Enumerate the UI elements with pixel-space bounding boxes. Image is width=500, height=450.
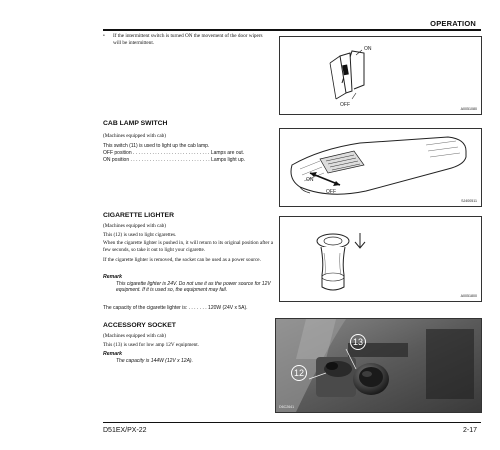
switch-off-label: OFF	[340, 102, 350, 108]
accessory-remark-text: The capacity is 144W (12V x 12A).	[116, 358, 193, 364]
cab-lamp-illustration	[280, 129, 481, 206]
cigarette-lighter-figure	[279, 216, 482, 302]
lighter-push-instructions: When the cigarette lighter is pushed in, it will return to its original position after a few seconds, so take it out to light your cigarette.	[103, 240, 273, 253]
lighter-usage: This (12) is used to light cigarettes.	[103, 232, 177, 238]
footer-model: D51EX/PX-22	[103, 427, 147, 434]
accessory-usage: This (13) is used for low amp 12V equipment.	[103, 342, 200, 348]
figure-code: A0051800	[460, 294, 477, 298]
rocker-switch-illustration	[280, 37, 481, 114]
wiper-switch-figure	[279, 36, 482, 115]
cigarette-lighter-heading: CIGARETTE LIGHTER	[103, 212, 174, 219]
off-position-row	[103, 150, 270, 157]
header-rule	[103, 29, 481, 31]
on-position-label: ON position	[103, 157, 130, 163]
on-position-value: Lamps light up.	[211, 157, 246, 163]
accessory-socket-photo	[276, 319, 481, 412]
lighter-illustration	[280, 217, 481, 301]
cab-lamp-heading: CAB LAMP SWITCH	[103, 120, 168, 127]
cab-lamp-figure	[279, 128, 482, 207]
footer-rule	[103, 422, 481, 423]
on-position-row	[103, 157, 270, 164]
accessory-socket-figure	[275, 318, 482, 413]
lighter-remark-label: Remark	[103, 274, 123, 280]
cab-lamp-description: This switch (11) is used to light up the cab lamp.	[103, 143, 210, 149]
intro-text: If the intermittent switch is turned ON the movement of the door wipers will be intermittent.	[113, 33, 263, 46]
intro-bullet-paragraph	[103, 33, 268, 47]
cab-lamp-note: (Machines equipped with cab)	[103, 133, 166, 139]
accessory-remark-label: Remark	[103, 351, 123, 357]
bullet-glyph: •	[103, 33, 105, 39]
on-position-leader: . . . . . . . . . . . . . . . . . . . . . . . . . . . . .	[130, 157, 210, 163]
page-number: 2-17	[462, 427, 477, 434]
figure-code: D6C2641	[279, 405, 295, 409]
figure-code: A0051080	[460, 107, 477, 111]
accessory-note: (Machines equipped with cab)	[103, 333, 166, 339]
switch-on-label: ON	[364, 46, 372, 52]
callout-13: 13	[350, 334, 366, 350]
lighter-capacity: The capacity of the cigarette lighter is: . . . . . . . 120W (24V x 5A).	[103, 305, 248, 311]
figure-code: SJ400511	[461, 199, 477, 203]
off-position-leader: . . . . . . . . . . . . . . . . . . . . . . . . . . . .	[133, 150, 210, 156]
lamp-on-label: ON	[306, 177, 314, 183]
accessory-socket-heading: ACCESSORY SOCKET	[103, 322, 176, 329]
callout-12: 12	[291, 365, 307, 381]
lighter-note: (Machines equipped with cab)	[103, 223, 166, 229]
lamp-off-label: OFF	[326, 189, 336, 195]
lighter-socket-info: If the cigarette lighter is removed, the socket can be used as a power source.	[103, 257, 261, 263]
off-position-label: OFF position	[103, 150, 132, 156]
off-position-value: Lamps are out.	[210, 150, 245, 156]
lighter-remark-text: This cigarette lighter is 24V. Do not use it as the power source for 12V equipment. If it is used so, the equipment may fail.	[116, 281, 271, 293]
section-header: OPERATION	[430, 19, 476, 28]
